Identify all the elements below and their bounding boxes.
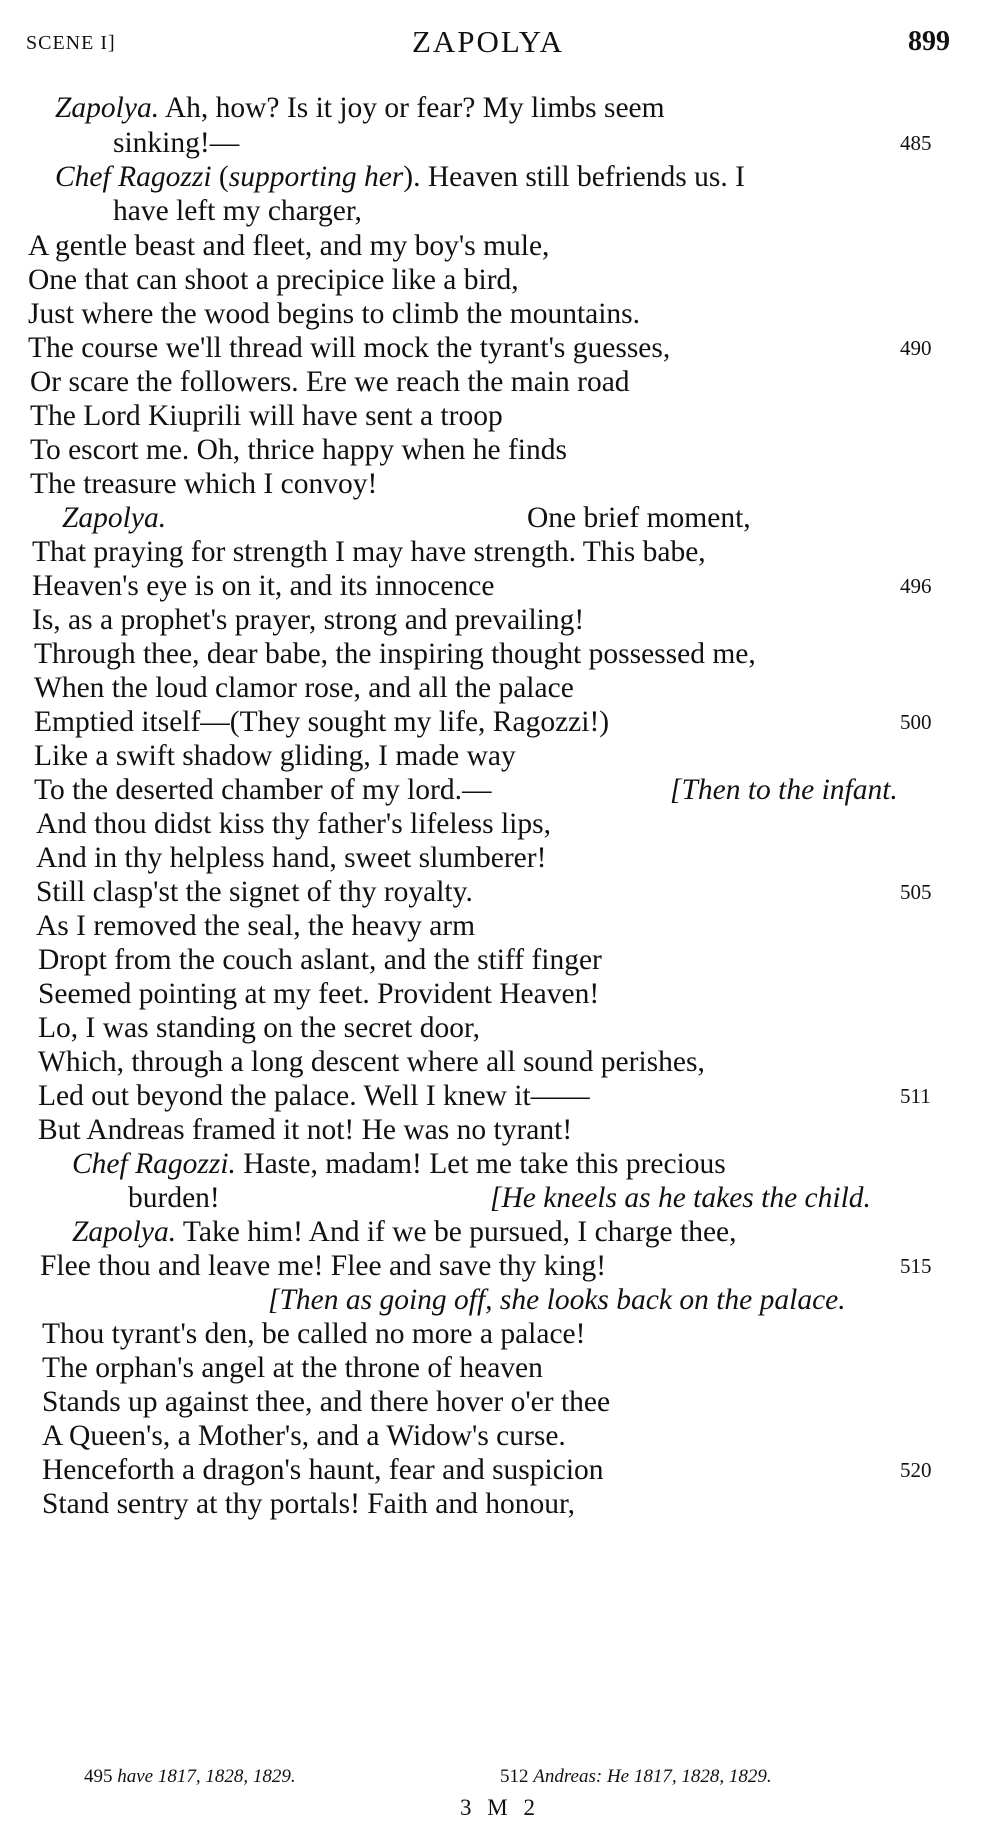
- speaker-name: Zapolya.: [72, 1216, 177, 1248]
- line-text: Heaven's eye is on it, and its innocence: [32, 570, 495, 602]
- line-text: Led out beyond the palace. Well I knew it——: [38, 1080, 590, 1112]
- line-text: And thou didst kiss thy father's lifeless lips,: [36, 808, 551, 840]
- line-text: Emptied itself—(They sought my life, Ragozzi!): [34, 706, 610, 738]
- line-text: The course we'll thread will mock the tyrant's guesses,: [28, 332, 671, 364]
- line-text: Through thee, dear babe, the inspiring thought possessed me,: [34, 638, 756, 670]
- line-number: 520: [900, 1458, 932, 1482]
- line-number: 500: [900, 710, 932, 734]
- line-text: As I removed the seal, the heavy arm: [36, 910, 476, 942]
- line-text: ). Heaven still befriends us. I: [403, 161, 745, 193]
- footnote-number: 495: [84, 1766, 113, 1787]
- line-text: To the deserted chamber of my lord.—: [34, 774, 492, 806]
- line-text: Like a swift shadow gliding, I made way: [34, 740, 516, 772]
- line-text: (: [211, 161, 229, 193]
- page-title: ZAPOLYA: [411, 24, 565, 59]
- line-text: The orphan's angel at the throne of heaven: [42, 1352, 543, 1384]
- line-text: The Lord Kiuprili will have sent a troop: [30, 400, 503, 432]
- line-text: have left my charger,: [113, 195, 362, 227]
- stage-direction: [Then to the infant.: [670, 774, 898, 806]
- line-text: A Queen's, a Mother's, and a Widow's curse.: [42, 1420, 566, 1452]
- footnote-number: 512: [500, 1766, 529, 1787]
- speaker-name: Chef Ragozzi: [55, 161, 212, 193]
- line-text: Lo, I was standing on the secret door,: [38, 1012, 481, 1044]
- page-number: 899: [908, 26, 950, 57]
- footnote-text: have 1817, 1828, 1829.: [117, 1766, 296, 1787]
- line-text: That praying for strength I may have strength. This babe,: [32, 536, 706, 568]
- speaker-name: Zapolya.: [62, 502, 167, 534]
- line-text: Which, through a long descent where all sound perishes,: [38, 1046, 705, 1078]
- line-number: 496: [900, 574, 932, 598]
- line-text: sinking!—: [113, 127, 240, 159]
- footnotes: [0, 1766, 1000, 1796]
- stage-direction: [He kneels as he takes the child.: [490, 1182, 871, 1214]
- line-text: One that can shoot a precipice like a bird,: [28, 264, 519, 296]
- line-text: Or scare the followers. Ere we reach the main road: [30, 366, 630, 398]
- running-header: [26, 24, 950, 64]
- footnote: [84, 1766, 296, 1788]
- line-text: Take him! And if we be pursued, I charge thee,: [176, 1216, 737, 1248]
- line-number: 485: [900, 131, 932, 155]
- line-text: The treasure which I convoy!: [30, 468, 378, 500]
- line-text: When the loud clamor rose, and all the palace: [34, 672, 574, 704]
- verse-line: [55, 88, 665, 128]
- footnote: [500, 1766, 772, 1788]
- line-number: 511: [900, 1084, 931, 1108]
- line-text: burden!: [128, 1182, 220, 1214]
- line-text: Stands up against thee, and there hover o'er thee: [42, 1386, 611, 1418]
- verse-line: [42, 1484, 575, 1524]
- line-text: One brief moment,: [527, 502, 751, 534]
- stage-direction: supporting her: [228, 161, 404, 193]
- verse-line: [670, 770, 898, 810]
- line-text: Seemed pointing at my feet. Provident Heaven!: [38, 978, 600, 1010]
- line-number: 490: [900, 336, 932, 360]
- line-text: Still clasp'st the signet of thy royalty.: [36, 876, 473, 908]
- signature-mark: 3 M 2: [460, 1795, 540, 1820]
- line-text: A gentle beast and fleet, and my boy's mule,: [28, 230, 550, 262]
- scene-label: SCENE I]: [26, 32, 116, 54]
- line-text: Thou tyrant's den, be called no more a palace!: [42, 1318, 586, 1350]
- verse-line: [113, 191, 362, 231]
- line-number: 505: [900, 880, 932, 904]
- line-text: Just where the wood begins to climb the mountains.: [28, 298, 641, 330]
- line-text: Dropt from the couch aslant, and the stiff finger: [38, 944, 602, 976]
- line-text: To escort me. Oh, thrice happy when he finds: [30, 434, 567, 466]
- line-text: Is, as a prophet's prayer, strong and prevailing!: [32, 604, 585, 636]
- line-text: Ah, how? Is it joy or fear? My limbs seem: [159, 92, 665, 124]
- stage-direction: [Then as going off, she looks back on the palace.: [268, 1284, 846, 1316]
- footnote-text: Andreas: He 1817, 1828, 1829.: [533, 1766, 772, 1787]
- line-number: 515: [900, 1254, 932, 1278]
- line-text: Henceforth a dragon's haunt, fear and suspicion: [42, 1454, 604, 1486]
- speaker-name: Zapolya.: [55, 92, 160, 124]
- line-text: Flee thou and leave me! Flee and save thy king!: [40, 1250, 607, 1282]
- line-text: Haste, madam! Let me take this precious: [235, 1148, 726, 1180]
- speaker-name: Chef Ragozzi.: [72, 1148, 236, 1180]
- line-text: But Andreas framed it not! He was no tyrant!: [38, 1114, 573, 1146]
- line-text: Stand sentry at thy portals! Faith and honour,: [42, 1488, 576, 1520]
- line-text: And in thy helpless hand, sweet slumberer!: [36, 842, 547, 874]
